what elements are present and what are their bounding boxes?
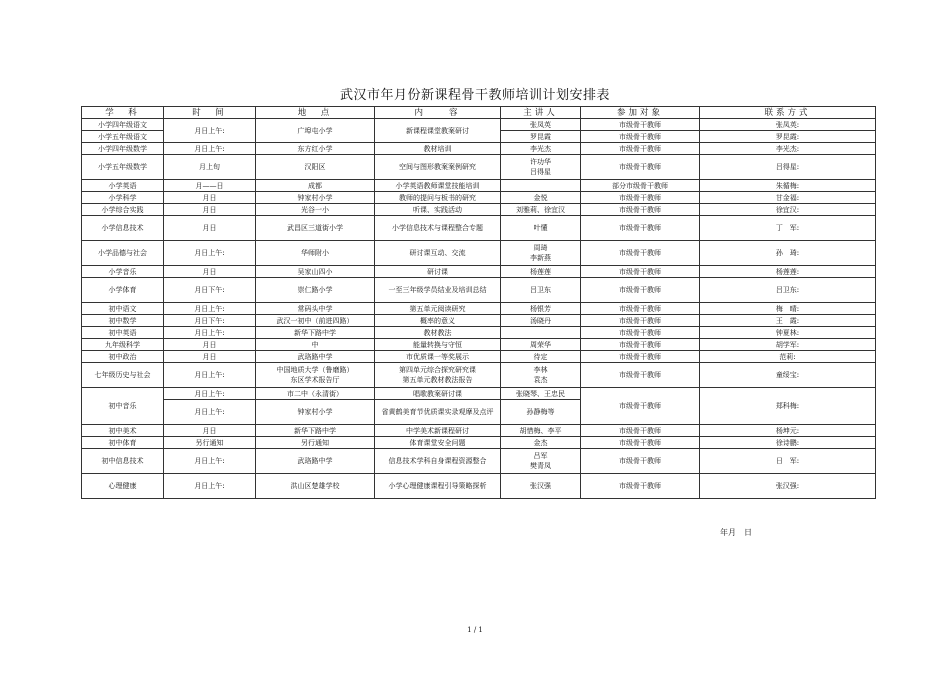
header-place: 地 点 [256,107,375,119]
cell-place: 钟家村小学 [256,400,375,425]
cell-subject: 小学综合实践 [82,204,164,216]
cell-content: 市优质课一等奖展示 [375,351,501,363]
cell-content: 第四单元综合探究研究课 第五单元教材教法报告 [375,363,501,388]
cell-speaker [501,327,581,339]
cell-time: 月——日 [164,180,256,192]
table-row [82,143,876,155]
cell-speaker: 罗昆霞 [501,131,581,143]
cell-content: 研讨课互动、交流 [375,241,501,266]
table-row [82,241,876,266]
cell-target: 市级骨干教师 [581,339,700,351]
cell-contact: 范莉: [700,351,876,363]
cell-target: 市级骨干教师 [581,241,700,266]
cell-contact: 杨莲莲: [700,266,876,278]
cell-place: 市二中（永清街） [256,388,375,400]
cell-target: 市级骨干教师 [581,216,700,241]
cell-subject: 初中数学 [82,315,164,327]
cell-place: 武汉一初中（前进四路） [256,315,375,327]
table-row [82,204,876,216]
cell-target: 市级骨干教师 [581,192,700,204]
cell-subject: 初中音乐 [82,388,164,425]
cell-speaker: 汤晓丹 [501,315,581,327]
cell-time: 月日 [164,425,256,437]
cell-place: 武珞路中学 [256,351,375,363]
cell-subject: 初中政治 [82,351,164,363]
cell-place: 华师附小 [256,241,375,266]
cell-subject: 小学信息技术 [82,216,164,241]
cell-time: 月日上午: [164,388,256,400]
cell-speaker: 叶懂 [501,216,581,241]
cell-subject: 小学音乐 [82,266,164,278]
cell-contact: 郑科梅: [700,388,876,425]
cell-subject: 心理健康 [82,474,164,499]
table-row [82,363,876,388]
cell-time: 月日 [164,216,256,241]
cell-place: 成都 [256,180,375,192]
cell-contact: 张汉强: [700,474,876,499]
cell-time: 月日 [164,204,256,216]
cell-content: 教材教法 [375,327,501,339]
cell-speaker: 待定 [501,351,581,363]
cell-contact: 日 军: [700,449,876,474]
cell-contact: 吕得星: [700,155,876,180]
cell-subject: 小学科学 [82,192,164,204]
cell-contact: 钟夏林: [700,327,876,339]
table-row [82,351,876,363]
cell-contact: 胡学军: [700,339,876,351]
cell-time: 月日上午: [164,303,256,315]
cell-target: 市级骨干教师 [581,303,700,315]
cell-time: 月日 [164,351,256,363]
table-row [82,303,876,315]
cell-contact: 王 霞: [700,315,876,327]
table-row [82,327,876,339]
cell-speaker: 胡惜梅、李平 [501,425,581,437]
cell-speaker: 张凤英 [501,119,581,131]
cell-place: 另行通知 [256,437,375,449]
cell-content: 听课、实践活动 [375,204,501,216]
page-indicator: 1 / 1 [467,626,483,634]
table-row [82,315,876,327]
cell-target: 市级骨干教师 [581,437,700,449]
cell-time: 另行通知 [164,437,256,449]
cell-speaker: 周荣华 [501,339,581,351]
cell-content: 小学英语教师课堂技能培训 [375,180,501,192]
cell-contact: 童绥宝: [700,363,876,388]
cell-time: 月日上午: [164,474,256,499]
cell-time: 月上旬 [164,155,256,180]
cell-place: 广埠屯小学 [256,119,375,143]
cell-place: 常码头中学 [256,303,375,315]
cell-time: 月日上午: [164,143,256,155]
cell-speaker: 吕军 樊青凤 [501,449,581,474]
cell-target: 市级骨干教师 [581,278,700,303]
cell-content: 第五单元阅读研究 [375,303,501,315]
cell-time: 月日上午: [164,363,256,388]
cell-contact: 朱循梅: [700,180,876,192]
table-row [82,180,876,192]
cell-contact: 徐诗鹏: [700,437,876,449]
table-header-row [82,107,876,119]
cell-time: 月日上午: [164,119,256,143]
cell-contact: 李光杰: [700,143,876,155]
cell-contact: 徐宜汉: [700,204,876,216]
cell-contact: 梅 晴: [700,303,876,315]
cell-subject: 七年级历史与社会 [82,363,164,388]
cell-target: 市级骨干教师 [581,266,700,278]
cell-time: 月日上午: [164,241,256,266]
cell-time: 月日下午: [164,315,256,327]
header-subject: 学 科 [82,107,164,119]
cell-subject: 小学品德与社会 [82,241,164,266]
table-row [82,216,876,241]
cell-time: 月日 [164,339,256,351]
table-row [82,192,876,204]
cell-place: 吴家山四小 [256,266,375,278]
cell-place: 武昌区三道街小学 [256,216,375,241]
table-row [82,278,876,303]
header-contact: 联系方式 [700,107,876,119]
cell-speaker: 杨银芳 [501,303,581,315]
cell-place: 新华下路中学 [256,425,375,437]
cell-speaker: 金悦 [501,192,581,204]
cell-content: 空间与图形教案案例研究 [375,155,501,180]
cell-speaker: 杨莲莲 [501,266,581,278]
cell-time: 月日 [164,266,256,278]
table-row [82,425,876,437]
cell-place: 光谷一小 [256,204,375,216]
cell-speaker: 金杰 [501,437,581,449]
cell-content: 新课程课堂教案研讨 [375,119,501,143]
training-schedule-table [81,106,876,499]
cell-place: 钟家村小学 [256,192,375,204]
header-speaker: 主讲人 [501,107,581,119]
footer-date: 年月 日 [720,528,752,537]
cell-speaker: 吕卫东 [501,278,581,303]
cell-subject: 小学五年级数学 [82,155,164,180]
cell-place: 中国地质大学（鲁磨路） 东区学术报告厅 [256,363,375,388]
cell-place: 崇仁路小学 [256,278,375,303]
cell-time: 月日 [164,192,256,204]
cell-place: 新华下路中学 [256,327,375,339]
table-row [82,266,876,278]
cell-content: 概率的意义 [375,315,501,327]
cell-content: 中学美术新课程研讨 [375,425,501,437]
cell-target: 市级骨干教师 [581,449,700,474]
cell-content: 一至三年级学员结业及培训总结 [375,278,501,303]
cell-content: 小学心理健康课程引导策略探析 [375,474,501,499]
cell-subject: 初中体育 [82,437,164,449]
cell-subject: 初中信息技术 [82,449,164,474]
cell-subject: 小学五年级语文 [82,131,164,143]
cell-target: 市级骨干教师 [581,425,700,437]
cell-speaker: 李光杰 [501,143,581,155]
document-title: 武汉市年月份新课程骨干教师培训计划安排表 [339,88,610,103]
cell-time: 月日下午: [164,278,256,303]
cell-target: 市级骨干教师 [581,143,700,155]
cell-target: 市级骨干教师 [581,327,700,339]
cell-target: 市级骨干教师 [581,388,700,425]
table-row [82,155,876,180]
cell-contact: 张凤英: [700,119,876,131]
table-row [82,437,876,449]
cell-content: 能量转换与守恒 [375,339,501,351]
cell-time: 月日上午: [164,400,256,425]
cell-content: 省黄鹤美育节优质课实录观摩及点评 [375,400,501,425]
cell-contact: 丁 军: [700,216,876,241]
cell-target: 市级骨干教师 [581,351,700,363]
header-time: 时 间 [164,107,256,119]
cell-contact: 孙 琦: [700,241,876,266]
cell-speaker: 周琦 李新燕 [501,241,581,266]
cell-speaker: 李林 袁杰 [501,363,581,388]
table-row [82,449,876,474]
cell-subject: 初中语文 [82,303,164,315]
cell-subject: 小学四年级语文 [82,119,164,131]
cell-content: 小学信息技术与课程整合专题 [375,216,501,241]
table-row [82,339,876,351]
cell-speaker: 张汉强 [501,474,581,499]
cell-place: 汉阳区 [256,155,375,180]
cell-target: 市级骨干教师 [581,131,700,143]
cell-subject: 初中美术 [82,425,164,437]
cell-target: 市级骨干教师 [581,474,700,499]
cell-contact: 吕卫东: [700,278,876,303]
cell-place: 东方红小学 [256,143,375,155]
cell-content: 体育课堂安全问题 [375,437,501,449]
cell-subject: 小学英语 [82,180,164,192]
header-target: 参加对象 [581,107,700,119]
cell-time: 月日上午: [164,327,256,339]
table-row [82,119,876,131]
cell-speaker [501,180,581,192]
cell-subject: 小学体育 [82,278,164,303]
cell-subject: 小学四年级数学 [82,143,164,155]
cell-speaker: 许功华 吕得星 [501,155,581,180]
cell-speaker: 孙静梅等 [501,400,581,425]
table-row [82,388,876,400]
cell-place: 中 [256,339,375,351]
cell-content: 研讨课 [375,266,501,278]
cell-content: 教材培训 [375,143,501,155]
table-row [82,474,876,499]
cell-target: 市级骨干教师 [581,315,700,327]
cell-place: 洪山区楚雄学校 [256,474,375,499]
cell-contact: 罗昆霞: [700,131,876,143]
cell-speaker: 刘雅莉、徐宜汉 [501,204,581,216]
cell-content: 教师的提问与板书的研究 [375,192,501,204]
header-content: 内 容 [375,107,501,119]
cell-place: 武珞路中学 [256,449,375,474]
cell-content: 信息技术学科自身课程资源整合 [375,449,501,474]
cell-target: 市级骨干教师 [581,363,700,388]
cell-target: 市级骨干教师 [581,119,700,131]
cell-subject: 九年级科学 [82,339,164,351]
cell-content: 唱歌教案研讨课 [375,388,501,400]
cell-target: 市级骨干教师 [581,155,700,180]
cell-contact: 杨坤元: [700,425,876,437]
cell-subject: 初中英语 [82,327,164,339]
cell-target: 部分市级骨干教师 [581,180,700,192]
cell-speaker: 张晓琴、王忠民 [501,388,581,400]
cell-contact: 甘金福: [700,192,876,204]
cell-target: 市级骨干教师 [581,204,700,216]
cell-time: 月日上午: [164,449,256,474]
